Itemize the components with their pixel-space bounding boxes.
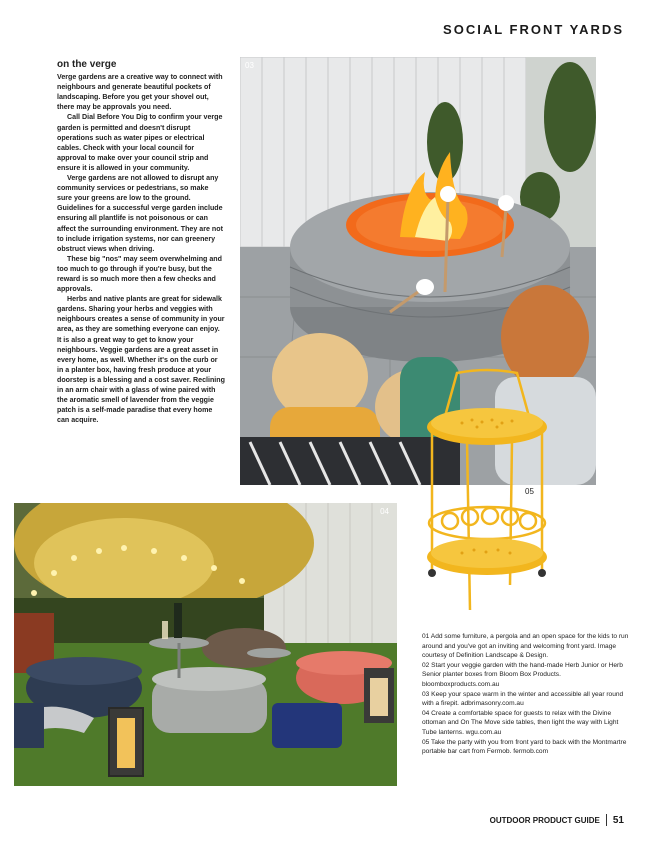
photo-captions [422,632,632,757]
article-paragraph: These big "nos" may seem overwhelming and too much to go through if you're busy, but the reward is so much more then a few checks and approvals. [57,254,222,294]
article-paragraph: Herbs and native plants are great for sidewalk gardens. Sharing your herbs and veggies with neighbours creates a sense of community in your area, as they are something everyone can enjoy. It is also a great way to get to know your neighbours. Veggie gardens are a great asset in every home, as well. Whether it's on the curb or in a planter box, having fresh produce at your doorstep is a blessing and a cost saver. Reclining in an arm chair with a glass of wine paired with the aromatic smell of lavender from the veggie patch is a self-made paradise that every home can acquire. [57,295,225,425]
photo-number-05: 05 [525,487,534,496]
article-heading: on the verge [57,59,117,70]
caption-item: 02 Start your veggie garden with the hand-made Herb Junior or Herb Senior planter boxes from Bloom Box Products. bloomboxproducts.com.au [422,661,623,688]
bar-cart-photo [412,365,562,615]
bar-cart-illustration [412,365,562,615]
footer-divider [606,814,607,826]
outdoor-seating-photo [14,503,397,786]
article-column [57,60,225,425]
photo-number-04: 04 [380,507,389,516]
outdoor-seating-illustration [14,503,397,786]
section-title: SOCIAL FRONT YARDS [443,22,624,37]
page-number: 51 [612,814,624,826]
article-paragraph: Verge gardens are a creative way to connect with neighbours and generate beautiful pockets of landscaping. Before you get your shovel out, there may be approvals you need. [57,73,223,112]
page-footer [490,814,624,826]
photo-number-03: 03 [245,61,254,70]
caption-item: 01 Add some furniture, a pergola and an open space for the kids to run around and you've got an inviting and welcoming front yard. Image courtesy of Definition Landscape & Design. [422,633,629,660]
caption-item: 03 Keep your space warm in the winter and accessible all year round with a firepit. adbrimasonry.com.au [422,690,624,708]
caption-item: 04 Create a comfortable space for guests to relax with the Divine ottoman and On The Move side tables, then light the way with Light Tube lanterns. wgu.com.au [422,709,619,736]
caption-item: 05 Take the party with you from front yard to back with the Montmartre portable bar cart from Fermob. fermob.com [422,738,627,756]
guide-name: OUTDOOR PRODUCT GUIDE [489,815,600,825]
article-paragraph: Call Dial Before You Dig to confirm your verge garden is permitted and doesn't disrupt operations such as water pipes or electrical cables. Check with your local council for approval to make over your council strip and ensure it is allowed in your community. [57,113,223,172]
article-paragraph: Verge gardens are not allowed to disrupt any community services or pedestrians, so make sure your greens are low to the ground. Guidelines for a successful verge garden include ensuring all plantlife is not poisonous or can affect the surrounding environment. They are not to include irrigation systems, nor can greenery obstruct views when driving. [57,174,223,253]
